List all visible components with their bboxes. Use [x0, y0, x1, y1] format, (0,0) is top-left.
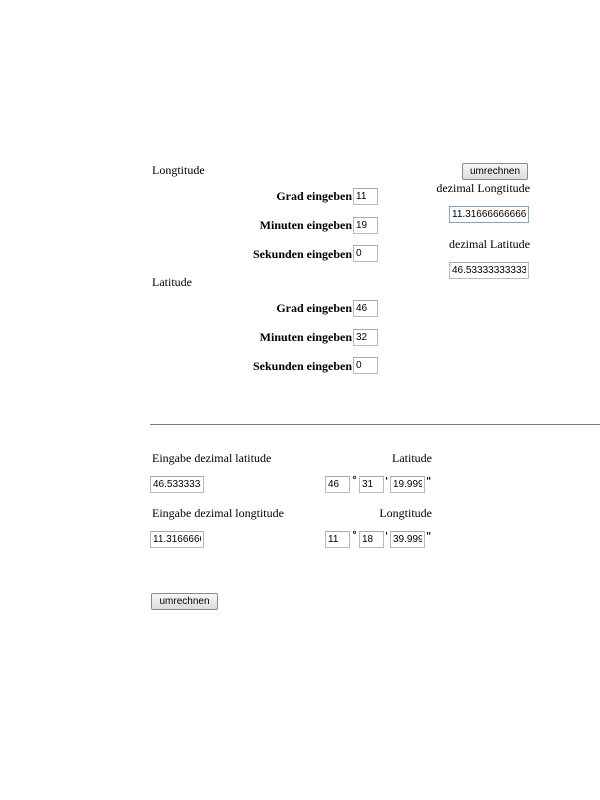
convert-to-decimal-button[interactable]: umrechnen [462, 163, 528, 180]
latitude-decimal-input[interactable] [150, 476, 204, 493]
decimal-longitude-output[interactable] [449, 206, 529, 223]
latitude-degrees-input[interactable] [353, 300, 378, 317]
longitude-decimal-input-label: Eingabe dezimal longtitude [152, 506, 284, 520]
longitude-degrees-label: Grad eingeben [276, 189, 352, 203]
degree-symbol: ° [352, 475, 357, 486]
second-symbol: " [426, 531, 432, 542]
longitude-decimal-input[interactable] [150, 531, 204, 548]
latitude-decimal-input-label: Eingabe dezimal latitude [152, 451, 272, 465]
second-symbol: " [426, 476, 432, 487]
latitude-degrees-result[interactable] [325, 476, 350, 493]
latitude-seconds-result[interactable] [390, 476, 425, 493]
longitude-minutes-result[interactable] [359, 531, 384, 548]
longitude-minutes-label: Minuten eingeben [259, 218, 352, 232]
longitude-heading: Longtitude [152, 163, 205, 177]
latitude-heading: Latitude [152, 275, 192, 289]
section-divider [150, 424, 600, 425]
longitude-seconds-input[interactable] [353, 245, 378, 262]
convert-to-dms-button[interactable]: umrechnen [151, 593, 218, 610]
latitude-result-heading: Latitude [392, 451, 432, 465]
latitude-degrees-label: Grad eingeben [276, 301, 352, 315]
latitude-seconds-label: Sekunden eingeben [252, 359, 352, 373]
minute-symbol: ' [385, 476, 389, 487]
longitude-seconds-result[interactable] [390, 531, 425, 548]
latitude-minutes-label: Minuten eingeben [259, 330, 352, 344]
latitude-minutes-result[interactable] [359, 476, 384, 493]
latitude-seconds-input[interactable] [353, 357, 378, 374]
decimal-latitude-label: dezimal Latitude [449, 237, 530, 251]
minute-symbol: ' [385, 531, 389, 542]
latitude-minutes-input[interactable] [353, 329, 378, 346]
longitude-result-heading: Longtitude [379, 506, 432, 520]
longitude-minutes-input[interactable] [353, 217, 378, 234]
degree-symbol: ° [352, 530, 357, 541]
longitude-seconds-label: Sekunden eingeben [252, 247, 352, 261]
longitude-degrees-input[interactable] [353, 188, 378, 205]
decimal-latitude-output[interactable] [449, 262, 529, 279]
decimal-longitude-label: dezimal Longtitude [436, 181, 530, 195]
longitude-degrees-result[interactable] [325, 531, 350, 548]
